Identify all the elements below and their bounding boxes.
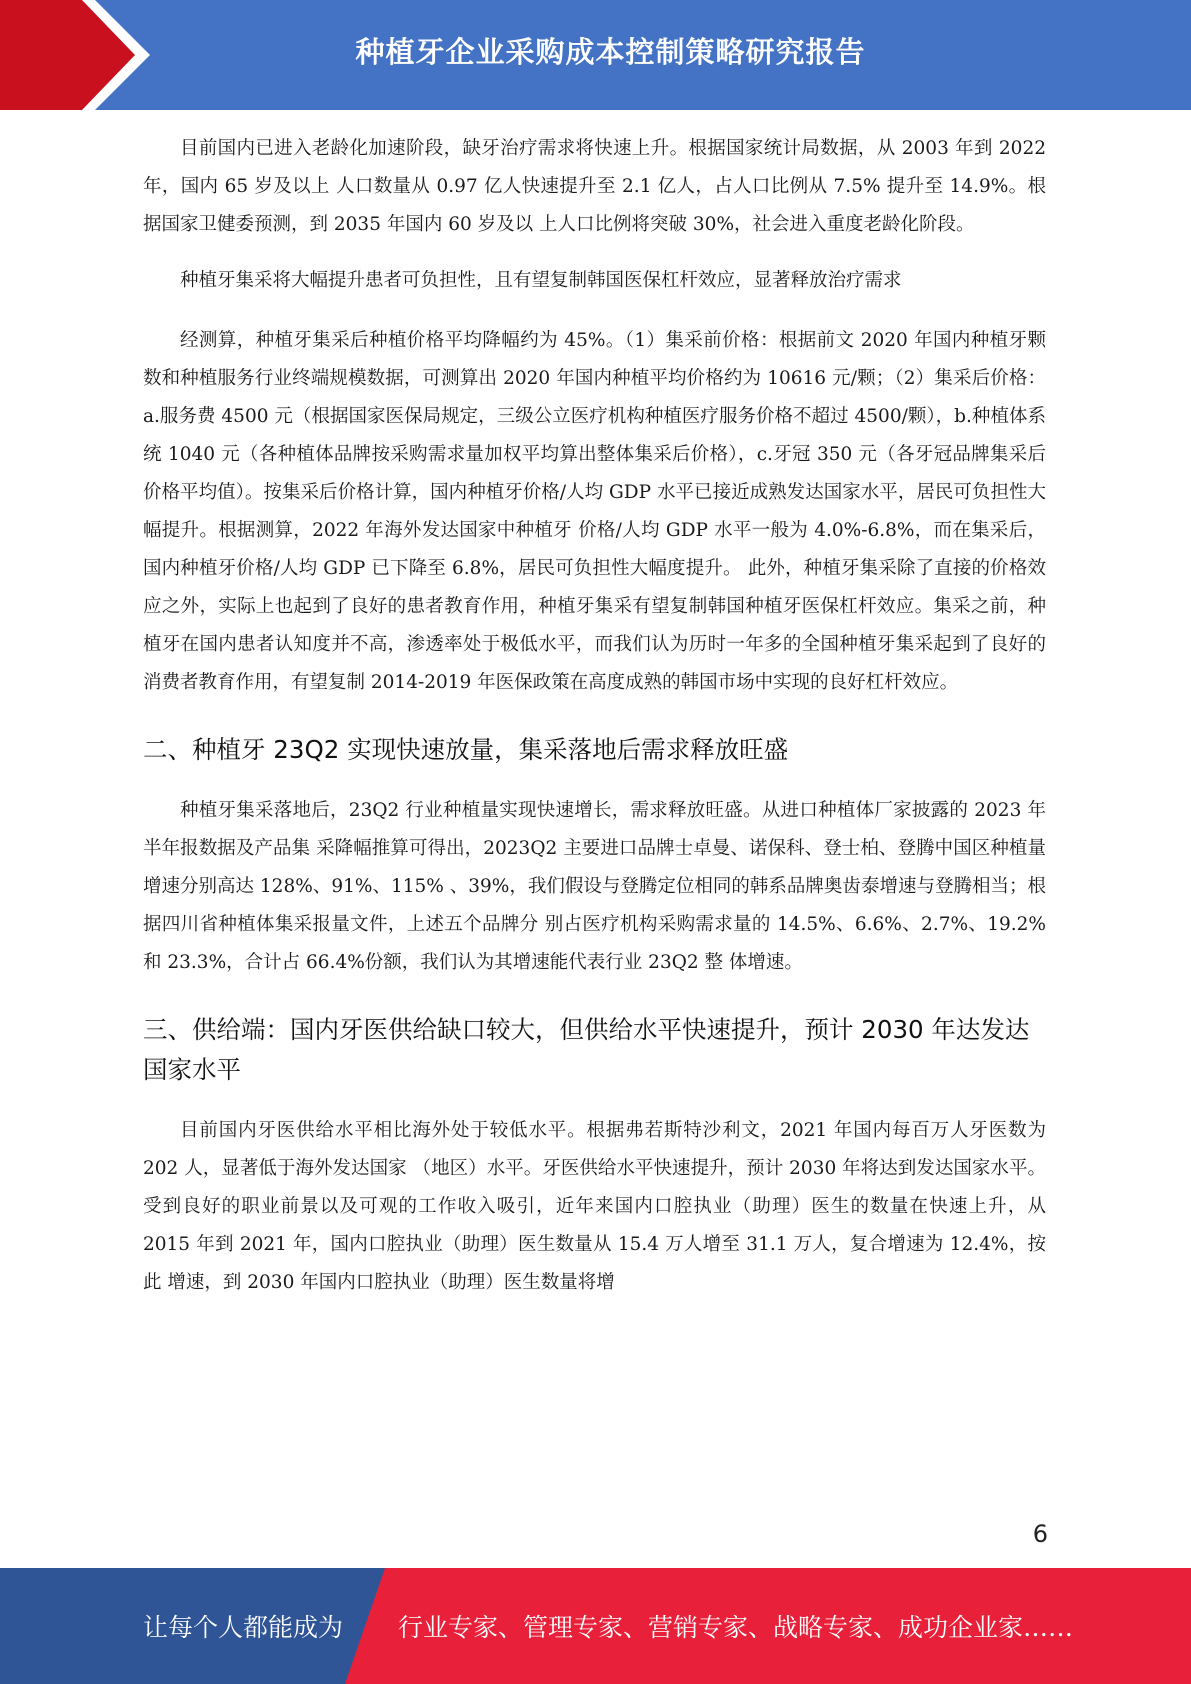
footer-slogan-left: 让每个人都能成为 <box>143 1613 344 1642</box>
report-title: 种植牙企业采购成本控制策略研究报告 <box>355 34 866 69</box>
paragraph-volume-growth: 种植牙集采落地后，23Q2 行业种植量实现快速增长，需求释放旺盛。从进口种植体厂家披露的 2023 年半年报数据及产品集 采降幅推算可得出，2023Q2 主要进口品牌士卓曼、诺保科、登士柏、登腾中国区种植量增速分别高达 128%、91%、115% 、39%，我们假设与登腾定位相同的韩系品牌奥齿泰增速与登腾相当；根据四川省种植体集采报量文件，上述五个品牌分 别占医疗机构采购需求量的 14.5%、6.6%、2.7%、19.2%和 23.3%，合计占 66.4%份额，我们认为其增速能代表行业 23Q2 整 体增速。 <box>143 800 1046 973</box>
page-footer <box>0 1568 1191 1684</box>
paragraph-aging: 目前国内已进入老龄化加速阶段，缺牙治疗需求将快速上升。根据国家统计局数据，从 2003 年到 2022 年，国内 65 岁及以上 人口数量从 0.97 亿人快速提升至 2.1 亿人，占人口比例从 7.5% 提升至 14.9%。根据国家卫健委预测，到 2035 年国内 60 岁及以 上人口比例将突破 30%，社会进入重度老龄化阶段。 <box>143 138 1046 235</box>
paragraph-price-calc: 经测算，种植牙集采后种植价格平均降幅约为 45%。（1）集采前价格：根据前文 2020 年国内种植牙颗数和种植服务行业终端规模数据，可测算出 2020 年国内种植平均价格约为 10616 元/颗；（2）集采后价格：a.服务费 4500 元（根据国家医保局规定，三级公立医疗机构种植医疗服务价格不超过 4500/颗），b.种植体系统 1040 元（各种植体品牌按采购需求量加权平均算出整体集采后价格），c.牙冠 350 元（各牙冠品牌集采后价格平均值）。按集采后价格计算，国内种植牙价格/人均 GDP 水平已接近成熟发达国家水平，居民可负担性大幅提升。根据测算，2022 年海外发达国家中种植牙 价格/人均 GDP 水平一般为 4.0%-6.8%，而在集采后，国内种植牙价格/人均 GDP 已下降至 6.8%，居民可负担性大幅度提升。 此外，种植牙集采除了直接的价格效应之外，实际上也起到了良好的患者教育作用，种植牙集采有望复制韩国种植牙医保杠杆效应。集采之前，种 植牙在国内患者认知度并不高，渗透率处于极低水平，而我们认为历时一年多的全国种植牙集采起到了良好的消费者教育作用，有望复制 2014-2019 年医保政策在高度成熟的韩国市场中实现的良好杠杆效应。 <box>143 330 1046 693</box>
footer-slogan-right: 行业专家、管理专家、营销专家、战略专家、成功企业家…… <box>398 1613 1074 1642</box>
main-content <box>143 130 1046 1320</box>
paragraph-dentist-supply: 目前国内牙医供给水平相比海外处于较低水平。根据弗若斯特沙利文，2021 年国内每百万人牙医数为 202 人，显著低于海外发达国家 （地区）水平。牙医供给水平快速提升，预计 2030 年将达到发达国家水平。受到良好的职业前景以及可观的工作收入吸引，近年来国内口腔执业（助理）医生的数量在快速上升，从 2015 年到 2021 年，国内口腔执业（助理）医生数量从 15.4 万人增至 31.1 万人，复合增速为 12.4%，按此 增速，到 2030 年国内口腔执业（助理）医生数量将增 <box>143 1120 1046 1293</box>
section-heading-2: 二、种植牙 23Q2 实现快速放量，集采落地后需求释放旺盛 <box>143 735 789 764</box>
paragraph-summary: 种植牙集采将大幅提升患者可负担性，且有望复制韩国医保杠杆效应，显著释放治疗需求 <box>180 270 902 291</box>
page-header <box>0 0 1191 110</box>
section-heading-3: 三、供给端：国内牙医供给缺口较大，但供给水平快速提升，预计 2030 年达发达国家水平 <box>143 1015 1030 1084</box>
page-number: 6 <box>1032 1520 1048 1548</box>
